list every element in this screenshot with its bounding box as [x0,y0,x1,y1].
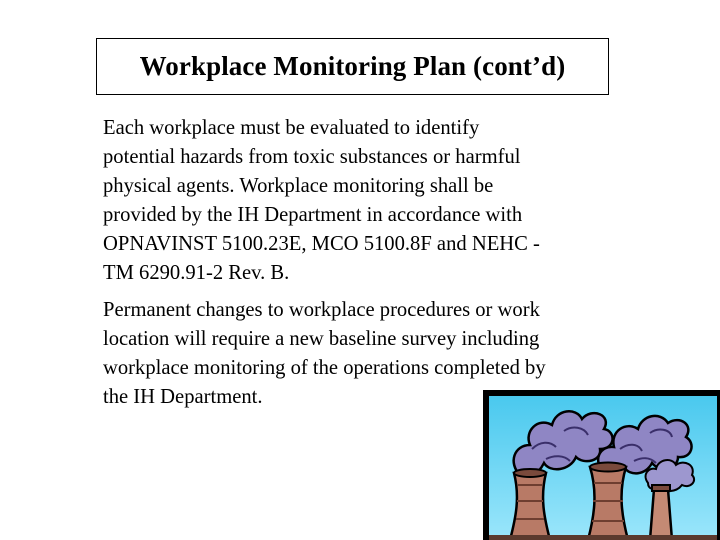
tower-rim-middle [590,463,626,472]
text-line: the IH Department. [103,386,263,408]
body-text [103,114,703,420]
text-line: physical agents. Workplace monitoring shall be [103,175,494,197]
text-line: potential hazards from toxic substances or harmful [103,146,521,168]
cooling-tower-middle [588,467,628,540]
ground-strip [489,535,717,540]
text-line: OPNAVINST 5100.23E, MCO 5100.8F and NEHC - [103,233,540,255]
smokestack-right [650,489,672,540]
text-line: provided by the IH Department in accordance with [103,204,523,226]
slide-title: Workplace Monitoring Plan (cont’d) [139,51,566,81]
title-box [96,38,609,95]
smokestacks-clipart-icon [480,389,720,540]
text-line: TM 6290.91-2 Rev. B. [103,262,290,284]
text-line: Each workplace must be evaluated to identify [103,117,480,139]
paragraph-evaluation [103,114,703,288]
text-line: location will require a new baseline survey including [103,328,540,350]
smokestack-cap [652,485,670,491]
tower-rim-left [514,469,546,477]
text-line: Permanent changes to workplace procedures or work [103,299,540,321]
cooling-tower-left [510,473,550,540]
text-line: workplace monitoring of the operations completed by [103,357,546,379]
